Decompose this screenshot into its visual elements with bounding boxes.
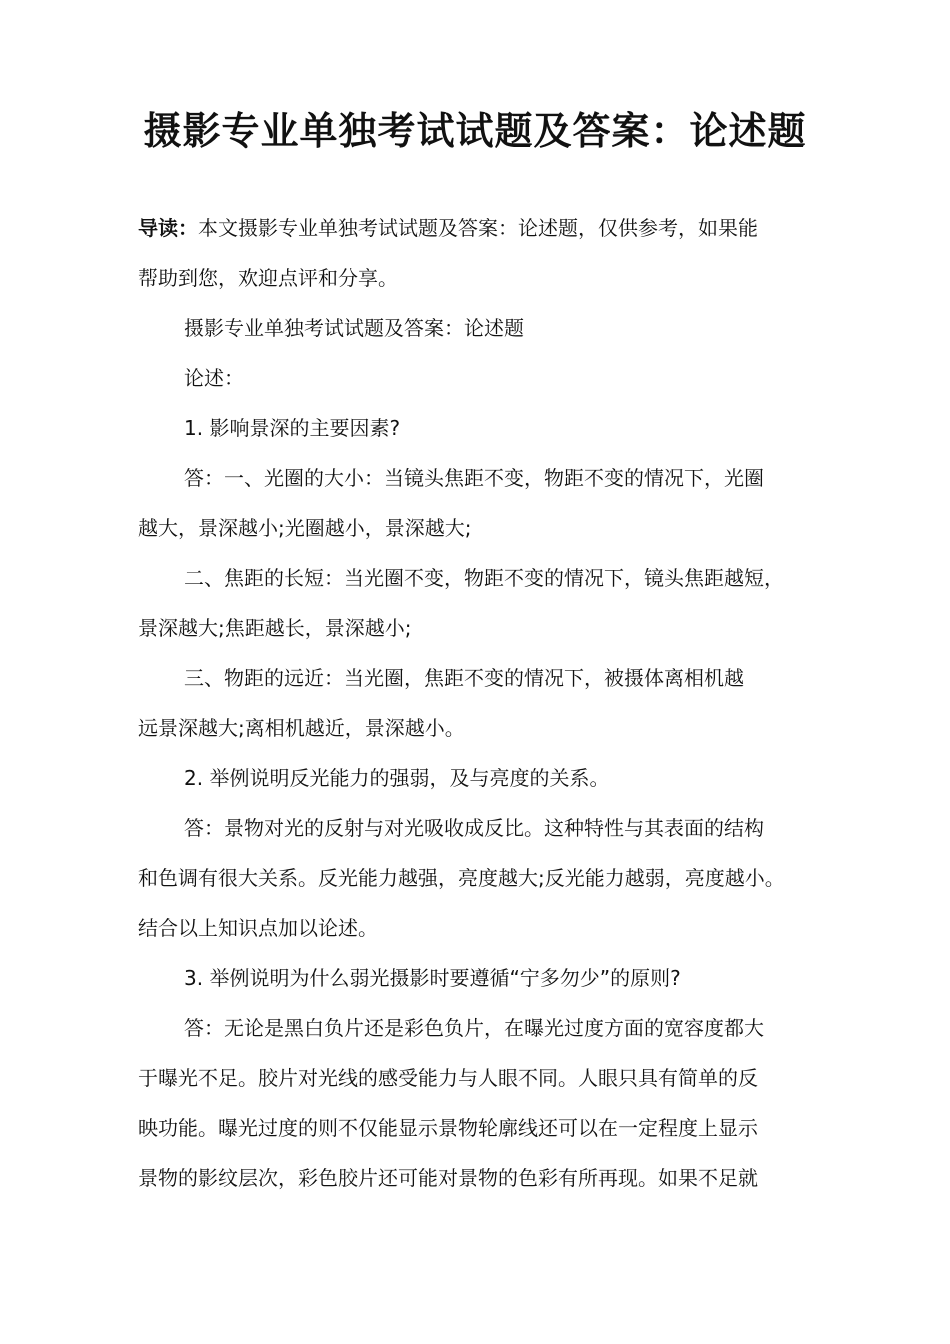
answer-3-line: 于曝光不足。胶片对光线的感受能力与人眼不同。人眼只具有简单的反 [138,1066,758,1090]
answer-1-line: 景深越大;焦距越长，景深越小; [138,616,412,640]
answer-3-line: 映功能。曝光过度的则不仅能显示景物轮廓线还可以在一定程度上显示 [138,1116,758,1140]
answer-3-line: 答：无论是黑白负片还是彩色负片，在曝光过度方面的宽容度都大 [184,1016,764,1040]
answer-3-line: 景物的影纹层次，彩色胶片还可能对景物的色彩有所再现。如果不足就 [138,1166,758,1190]
answer-2-line: 结合以上知识点加以论述。 [138,916,378,940]
lead-paragraph-line-1 [138,203,838,253]
document-body [138,203,838,1203]
answer-2-line: 和色调有很大关系。反光能力越强，亮度越大;反光能力越弱，亮度越小。 [138,866,785,890]
answer-1-line: 二、焦距的长短：当光圈不变，物距不变的情况下，镜头焦距越短， [184,566,784,590]
lead-label: 导读： [138,216,198,240]
answer-1-line: 三、物距的远近：当光圈，焦距不变的情况下，被摄体离相机越 [184,666,744,690]
answer-1-line: 远景深越大;离相机越近，景深越小。 [138,716,465,740]
section-heading: 摄影专业单独考试试题及答案：论述题 [184,316,524,340]
document-title: 摄影专业单独考试试题及答案：论述题 [143,109,807,153]
answer-2-line: 答：景物对光的反射与对光吸收成反比。这种特性与其表面的结构 [184,816,764,840]
answer-1-line: 越大，景深越小;光圈越小，景深越大; [138,516,472,540]
lead-paragraph-line-2: 帮助到您，欢迎点评和分享。 [138,266,398,290]
question-3: 3. 举例说明为什么弱光摄影时要遵循“宁多勿少”的原则? [184,966,681,990]
question-2: 2. 举例说明反光能力的强弱，及与亮度的关系。 [184,766,610,790]
question-1: 1. 影响景深的主要因素? [184,416,401,440]
answer-1-line: 答：一、光圈的大小：当镜头焦距不变，物距不变的情况下，光圈 [184,466,764,490]
discussion-label: 论述： [184,366,244,390]
lead-text: 本文摄影专业单独考试试题及答案：论述题，仅供参考，如果能 [198,216,758,240]
